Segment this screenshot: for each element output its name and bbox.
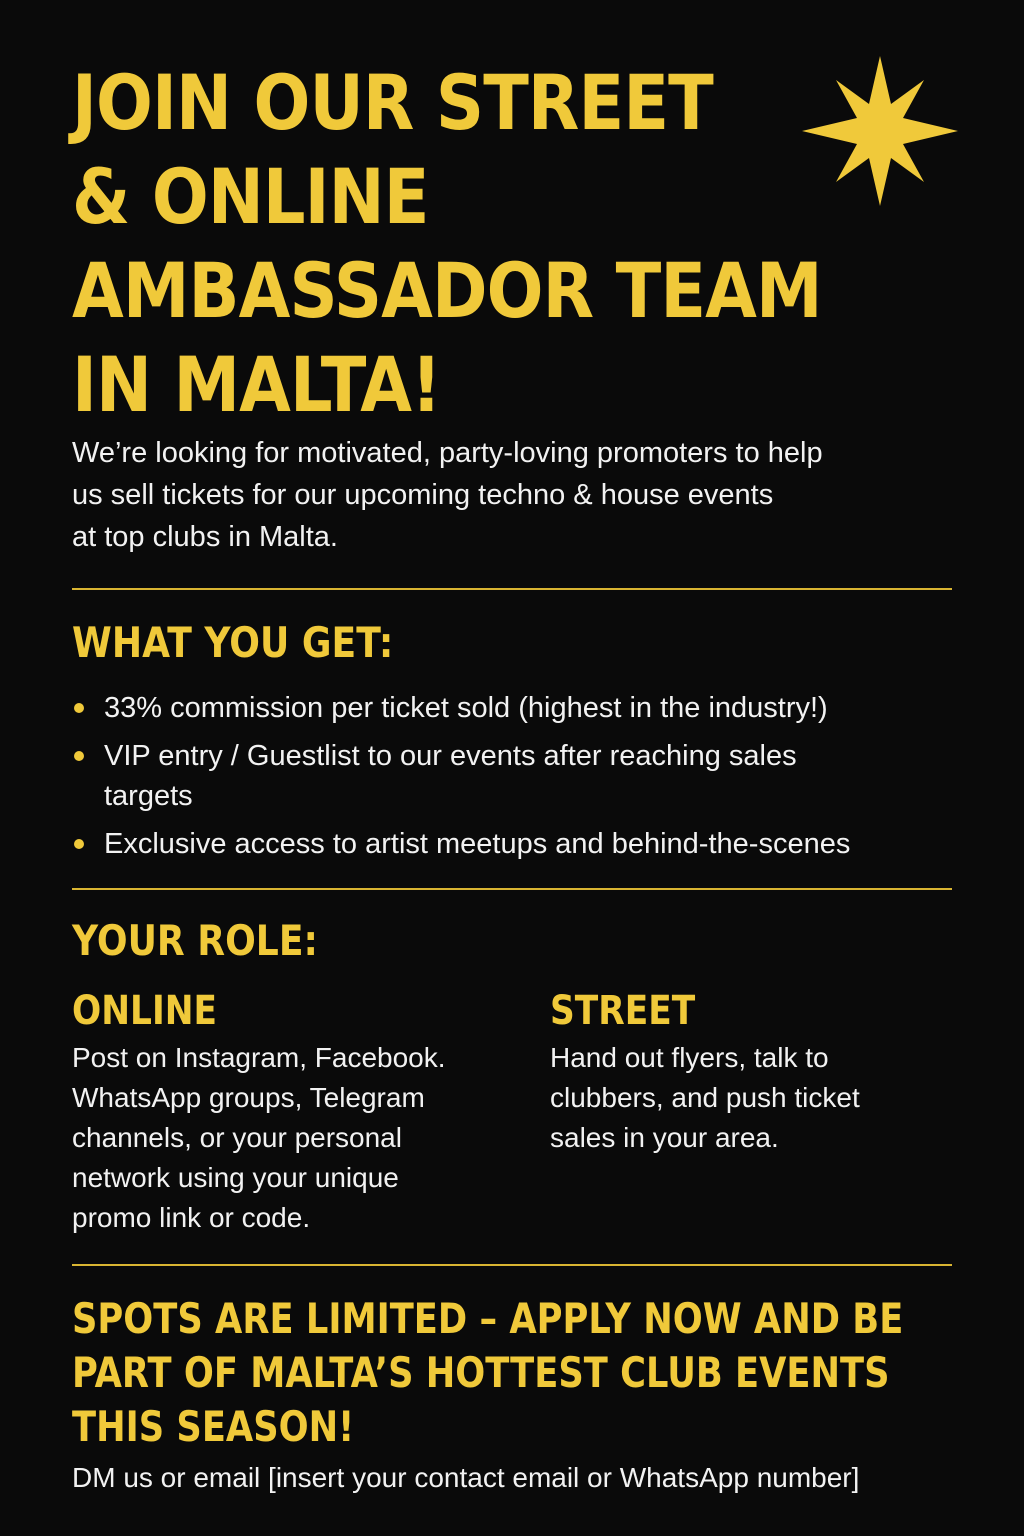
bullet-icon (74, 839, 84, 849)
intro-paragraph (72, 432, 952, 558)
benefit-text (104, 736, 972, 816)
benefit-item (72, 736, 972, 816)
cta-line: SPOTS ARE LIMITED – APPLY NOW AND BE (72, 1294, 904, 1343)
street-role-line: sales in your area. (550, 1122, 779, 1153)
bullet-icon (74, 703, 84, 713)
benefit-text (104, 688, 972, 728)
street-role-description (550, 1038, 950, 1158)
headline-line: JOIN OUR STREET (72, 58, 713, 147)
benefit-text (104, 824, 972, 864)
divider-line (72, 588, 952, 590)
benefit-item (72, 688, 972, 728)
online-role-column (72, 988, 512, 1238)
divider-line (72, 1264, 952, 1266)
intro-line: us sell tickets for our upcoming techno & house events (72, 479, 774, 511)
online-role-line: WhatsApp groups, Telegram (72, 1082, 425, 1113)
online-role-heading: ONLINE (72, 988, 218, 1034)
divider-line (72, 888, 952, 890)
street-role-line: clubbers, and push ticket (550, 1082, 860, 1113)
benefits-title: WHAT YOU GET: (72, 618, 394, 667)
online-role-line: network using your unique (72, 1162, 399, 1193)
headline (72, 56, 822, 432)
online-role-line: Post on Instagram, Facebook. (72, 1042, 446, 1073)
call-to-action (72, 1292, 903, 1454)
intro-line: at top clubs in Malta. (72, 521, 338, 553)
online-role-line: promo link or code. (72, 1202, 311, 1233)
benefit-line: VIP entry / Guestlist to our events after reaching sales (104, 740, 797, 772)
bullet-icon (74, 751, 84, 761)
benefit-line: 33% commission per ticket sold (highest in the industry!) (104, 692, 828, 724)
headline-line: AMBASSADOR TEAM (72, 246, 822, 335)
headline-line: & ONLINE (72, 152, 429, 241)
benefit-line: Exclusive access to artist meetups and behind-the-scenes (104, 828, 851, 860)
role-title: YOUR ROLE: (72, 916, 318, 965)
headline-line: IN MALTA! (72, 340, 441, 429)
street-role-line: Hand out flyers, talk to (550, 1042, 829, 1073)
cta-line: PART OF MALTA’S HOTTEST CLUB EVENTS (72, 1348, 890, 1397)
intro-line: We’re looking for motivated, party-loving promoters to help (72, 437, 823, 469)
benefit-item (72, 824, 972, 864)
cta-line: THIS SEASON! (72, 1402, 355, 1451)
eight-point-star-icon (802, 56, 958, 206)
street-role-column (550, 988, 950, 1158)
online-role-line: channels, or your personal (72, 1122, 402, 1153)
street-role-heading: STREET (550, 988, 696, 1034)
contact-info: DM us or email [insert your contact email or WhatsApp number] (72, 1462, 860, 1493)
online-role-description (72, 1038, 512, 1238)
benefits-list (72, 688, 972, 872)
benefit-line: targets (104, 780, 193, 812)
